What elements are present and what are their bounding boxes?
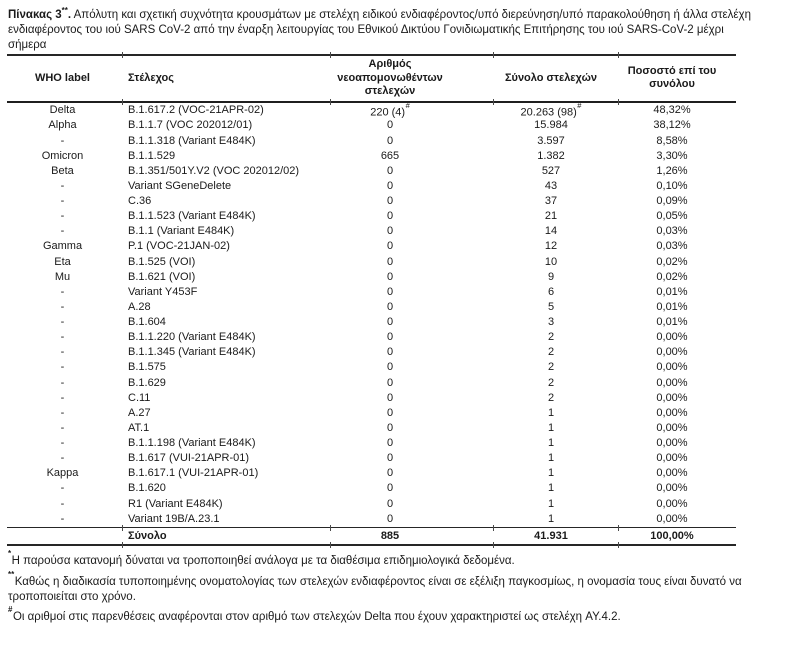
- table-row: [7, 300, 736, 315]
- column-divider-tick: [330, 542, 331, 548]
- who-label-cell: Gamma: [42, 240, 83, 253]
- who-label-cell: -: [60, 437, 65, 450]
- table-row: [7, 330, 736, 345]
- newly-isolated-cell: 0: [386, 346, 394, 359]
- total-strains-cell: 1: [547, 452, 555, 465]
- who-label-cell: -: [60, 210, 65, 223]
- total-strains-cell: 20.263 (98)#: [520, 101, 582, 119]
- newly-isolated-cell: 0: [386, 285, 394, 298]
- newly-isolated-cell: 0: [386, 255, 394, 268]
- percentage-cell: 0,00%: [656, 437, 688, 450]
- strain-cell: B.1.1.220 (Variant E484K): [128, 331, 256, 344]
- newly-isolated-cell: 0: [386, 376, 394, 389]
- table-row: [7, 512, 736, 527]
- who-label-cell: -: [60, 391, 65, 404]
- column-divider-tick: [493, 99, 494, 105]
- strain-cell: Variant 19B/A.23.1: [128, 512, 220, 525]
- newly-isolated-cell: 0: [386, 225, 394, 238]
- total-strains-cell: 3.597: [537, 134, 565, 147]
- total-strains-cell: 2: [547, 361, 555, 374]
- who-label-cell: -: [60, 376, 65, 389]
- header-total-strains: Σύνολο στελεχών: [504, 71, 598, 84]
- who-label-cell: -: [60, 512, 65, 525]
- table-row: [7, 436, 736, 451]
- newly-isolated-cell: 0: [386, 270, 394, 283]
- percentage-cell: 0,00%: [656, 391, 688, 404]
- who-label-cell: Kappa: [46, 467, 79, 480]
- total-strains-cell: 527: [541, 164, 561, 177]
- who-label-cell: Delta: [49, 104, 76, 117]
- table-header-row: [7, 56, 736, 101]
- strain-cell: B.1.1.345 (Variant E484K): [128, 346, 256, 359]
- strain-cell: B.1.621 (VOI): [128, 270, 196, 283]
- table-row: [7, 164, 736, 179]
- table-row: [7, 421, 736, 436]
- strain-cell: B.1.617.1 (VUI-21APR-01): [128, 467, 259, 480]
- header-bottom-rule: [7, 101, 736, 104]
- strain-cell: C.36: [128, 195, 152, 208]
- who-label-cell: Eta: [54, 255, 71, 268]
- newly-isolated-cell: 0: [386, 467, 394, 480]
- percentage-cell: 0,00%: [656, 421, 688, 434]
- footnote-marker: #: [8, 605, 13, 615]
- strain-cell: B.1.1.7 (VOC 202012/01): [128, 119, 253, 132]
- total-strains-cell: 2: [547, 346, 555, 359]
- total-strains-cell: 41.931: [534, 530, 568, 543]
- strain-cell: Variant SGeneDelete: [128, 179, 232, 192]
- who-label-cell: -: [60, 331, 65, 344]
- total-strains-cell: 3: [547, 316, 555, 329]
- column-divider-tick: [330, 525, 331, 531]
- column-divider-tick: [493, 52, 494, 58]
- strain-cell: B.1.1 (Variant E484K): [128, 225, 235, 238]
- newly-isolated-cell: 0: [386, 316, 394, 329]
- column-divider-tick: [330, 99, 331, 105]
- strain-cell: Variant Y453F: [128, 285, 198, 298]
- newly-isolated-cell: 0: [386, 421, 394, 434]
- strain-cell: A.27: [128, 406, 151, 419]
- newly-isolated-cell: 0: [386, 406, 394, 419]
- total-strains-cell: 1: [547, 512, 555, 525]
- newly-isolated-cell: 0: [386, 179, 394, 192]
- header-strain: Στέλεχος: [128, 71, 174, 84]
- total-percentage-cell: 100,00%: [650, 530, 694, 543]
- column-divider-tick: [618, 542, 619, 548]
- footnote-text: Καθώς η διαδικασία τυποποιημένης ονοματολογίας των στελεχών ενδιαφέροντος είναι σε εξέλιξη παγκοσμίως, η ονομασία τους είναι δυνατό να τροποποιείται στο χρόνο.: [8, 575, 742, 603]
- column-divider-tick: [330, 52, 331, 58]
- percentage-cell: 0,00%: [656, 497, 688, 510]
- table-row: [7, 466, 736, 481]
- strain-cell: B.1.617 (VUI-21APR-01): [128, 452, 250, 465]
- total-strains-cell: 15.984: [534, 119, 568, 132]
- percentage-cell: 0,00%: [656, 346, 688, 359]
- column-divider-tick: [493, 542, 494, 548]
- strain-cell: B.1.1.523 (Variant E484K): [128, 210, 256, 223]
- total-strains-cell: 37: [544, 195, 558, 208]
- who-label-cell: -: [60, 482, 65, 495]
- table-caption-text: Απόλυτη και σχετική συχνότητα κρουσμάτων με στελέχη ειδικού ενδιαφέροντος/υπό διερεύνηση/υπό παρακολούθηση ή άλλα στελέχη ενδιαφέροντος του ιού SARS CoV-2 από την έναρξη λειτουργίας του Εθνικού Δικτύου Γονιδιωματικής Επιτήρησης του ιού SARS-CoV-2 μέχρι σήμερα: [8, 8, 751, 51]
- who-label-cell: Alpha: [48, 119, 77, 132]
- who-label-cell: -: [60, 179, 65, 192]
- total-strains-cell: 9: [547, 270, 555, 283]
- caption-footnote-ref: **: [61, 6, 68, 15]
- who-label-cell: -: [60, 195, 65, 208]
- newly-isolated-cell: 0: [386, 164, 394, 177]
- strain-cell: B.1.525 (VOI): [128, 255, 196, 268]
- total-strains-cell: 14: [544, 225, 558, 238]
- percentage-cell: 0,02%: [656, 270, 688, 283]
- strain-cell: R1 (Variant E484K): [128, 497, 223, 510]
- total-strains-cell: 1: [547, 467, 555, 480]
- percentage-cell: 0,00%: [656, 482, 688, 495]
- percentage-cell: 8,58%: [656, 134, 688, 147]
- footnotes: [8, 549, 765, 625]
- table-row: [7, 391, 736, 406]
- newly-isolated-cell: 0: [386, 482, 394, 495]
- strain-cell: B.1.575: [128, 361, 166, 374]
- strain-cell: C.11: [128, 391, 151, 404]
- percentage-cell: 48,32%: [653, 104, 691, 117]
- who-label-cell: -: [60, 497, 65, 510]
- footnote: [8, 605, 765, 625]
- table-body: [7, 103, 736, 527]
- percentage-cell: 0,00%: [656, 512, 688, 525]
- who-label-cell: -: [60, 285, 65, 298]
- percentage-cell: 0,00%: [656, 406, 688, 419]
- table-caption-number: Πίνακας 3**.: [8, 6, 72, 21]
- strain-cell: B.1.1.529: [128, 149, 176, 162]
- percentage-cell: 0,00%: [656, 452, 688, 465]
- newly-isolated-cell: 0: [386, 391, 394, 404]
- strain-cell: B.1.604: [128, 316, 166, 329]
- newly-isolated-cell: 0: [386, 210, 394, 223]
- newly-isolated-cell: 0: [386, 497, 394, 510]
- total-top-rule: [7, 527, 736, 529]
- total-strains-cell: 1: [547, 406, 555, 419]
- table-row: [7, 345, 736, 360]
- column-divider-tick: [618, 52, 619, 58]
- total-label-cell: Σύνολο: [128, 530, 167, 543]
- header-percentage: Ποσοστό επί του συνόλου: [627, 64, 717, 91]
- table-row: [7, 497, 736, 512]
- table-row: [7, 406, 736, 421]
- percentage-cell: 38,12%: [653, 119, 691, 132]
- table-row: [7, 315, 736, 330]
- who-label-cell: Beta: [51, 164, 74, 177]
- total-strains-cell: 2: [547, 376, 555, 389]
- who-label-cell: -: [60, 346, 65, 359]
- strain-cell: B.1.1.318 (Variant E484K): [128, 134, 256, 147]
- table-row: [7, 194, 736, 209]
- who-label-cell: Mu: [54, 270, 71, 283]
- newly-isolated-cell: 0: [386, 452, 394, 465]
- percentage-cell: 0,00%: [656, 361, 688, 374]
- percentage-cell: 0,05%: [656, 210, 688, 223]
- percentage-cell: 1,26%: [656, 164, 688, 177]
- table-row: [7, 118, 736, 133]
- footnote: [8, 570, 765, 606]
- newly-isolated-cell: 665: [380, 149, 400, 162]
- percentage-cell: 0,09%: [656, 195, 688, 208]
- percentage-cell: 0,10%: [656, 179, 688, 192]
- strain-cell: P.1 (VOC-21JAN-02): [128, 240, 230, 253]
- footnote-marker: *: [8, 549, 12, 559]
- column-divider-tick: [618, 525, 619, 531]
- newly-isolated-cell: 0: [386, 119, 394, 132]
- strain-cell: B.1.1.198 (Variant E484K): [128, 437, 256, 450]
- strain-cell: B.1.617.2 (VOC-21APR-02): [128, 104, 264, 117]
- table-total-row: [7, 528, 736, 544]
- table-row: [7, 285, 736, 300]
- who-label-cell: -: [60, 406, 65, 419]
- strain-cell: B.1.629: [128, 376, 166, 389]
- newly-isolated-cell: 0: [386, 134, 394, 147]
- newly-isolated-cell: 0: [386, 512, 394, 525]
- table-row: [7, 134, 736, 149]
- percentage-cell: 3,30%: [656, 149, 688, 162]
- who-label-cell: -: [60, 225, 65, 238]
- column-divider-tick: [122, 99, 123, 105]
- percentage-cell: 0,03%: [656, 225, 688, 238]
- variants-table: [7, 54, 736, 547]
- who-label-cell: -: [60, 452, 65, 465]
- percentage-cell: 0,02%: [656, 255, 688, 268]
- newly-isolated-cell: 0: [386, 300, 394, 313]
- column-divider-tick: [493, 525, 494, 531]
- total-isolated-cell: 885: [380, 530, 400, 543]
- column-divider-tick: [618, 99, 619, 105]
- column-divider-tick: [122, 52, 123, 58]
- table-row: [7, 255, 736, 270]
- table-row: [7, 103, 736, 118]
- footnote-text: Η παρούσα κατανομή δύναται να τροποποιηθεί ανάλογα με τα διαθέσιμα επιδημιολογικά δεδομένα.: [11, 555, 515, 568]
- newly-isolated-cell: 0: [386, 437, 394, 450]
- total-strains-cell: 5: [547, 300, 555, 313]
- table-row: [7, 360, 736, 375]
- table-top-rule: [7, 54, 736, 56]
- percentage-cell: 0,01%: [656, 316, 688, 329]
- newly-isolated-cell: 0: [386, 195, 394, 208]
- table-row: [7, 376, 736, 391]
- percentage-cell: 0,00%: [656, 376, 688, 389]
- total-strains-cell: 1: [547, 421, 555, 434]
- total-strains-cell: 6: [547, 285, 555, 298]
- strain-cell: AT.1: [128, 421, 150, 434]
- strain-cell: B.1.351/501Y.V2 (VOC 202012/02): [128, 164, 300, 177]
- table-row: [7, 179, 736, 194]
- table-row: [7, 149, 736, 164]
- footnote-text: Οι αριθμοί στις παρενθέσεις αναφέρονται στον αριθμό των στελεχών Delta που έχουν χαρακτηριστεί ως στελέχη AY.4.2.: [12, 611, 621, 624]
- total-strains-cell: 1: [547, 437, 555, 450]
- percentage-cell: 0,00%: [656, 331, 688, 344]
- who-label-cell: -: [60, 134, 65, 147]
- total-strains-cell: 12: [544, 240, 558, 253]
- newly-isolated-cell: 0: [386, 331, 394, 344]
- header-newly-isolated: Αριθμός νεοαπομονωθέντων στελεχών: [337, 58, 443, 98]
- newly-isolated-cell: 220 (4)#: [370, 101, 410, 119]
- column-divider-tick: [122, 542, 123, 548]
- strain-cell: A.28: [128, 300, 151, 313]
- who-label-cell: -: [60, 361, 65, 374]
- table-bottom-rule: [7, 544, 736, 546]
- table-row: [7, 481, 736, 496]
- newly-isolated-cell: 0: [386, 240, 394, 253]
- table-row: [7, 270, 736, 285]
- newly-isolated-cell: 0: [386, 361, 394, 374]
- total-strains-cell: 10: [544, 255, 558, 268]
- footnote-marker: **: [8, 569, 15, 579]
- percentage-cell: 0,00%: [656, 467, 688, 480]
- table-row: [7, 451, 736, 466]
- percentage-cell: 0,01%: [656, 300, 688, 313]
- table-caption: [8, 3, 762, 53]
- total-strains-cell: 1: [547, 482, 555, 495]
- document-page: [0, 3, 785, 646]
- total-strains-cell: 1: [547, 497, 555, 510]
- column-divider-tick: [122, 525, 123, 531]
- table-row: [7, 224, 736, 239]
- percentage-cell: 0,01%: [656, 285, 688, 298]
- footnote: [8, 549, 765, 569]
- total-strains-cell: 43: [544, 179, 558, 192]
- who-label-cell: -: [60, 300, 65, 313]
- table-row: [7, 209, 736, 224]
- who-label-cell: Omicron: [41, 149, 84, 162]
- table-row: [7, 239, 736, 254]
- total-strains-cell: 1.382: [537, 149, 565, 162]
- total-strains-cell: 21: [544, 210, 558, 223]
- who-label-cell: -: [60, 421, 65, 434]
- who-label-cell: -: [60, 316, 65, 329]
- header-who-label: WHO label: [34, 71, 90, 84]
- total-strains-cell: 2: [547, 331, 555, 344]
- total-strains-cell: 2: [547, 391, 555, 404]
- strain-cell: B.1.620: [128, 482, 166, 495]
- percentage-cell: 0,03%: [656, 240, 688, 253]
